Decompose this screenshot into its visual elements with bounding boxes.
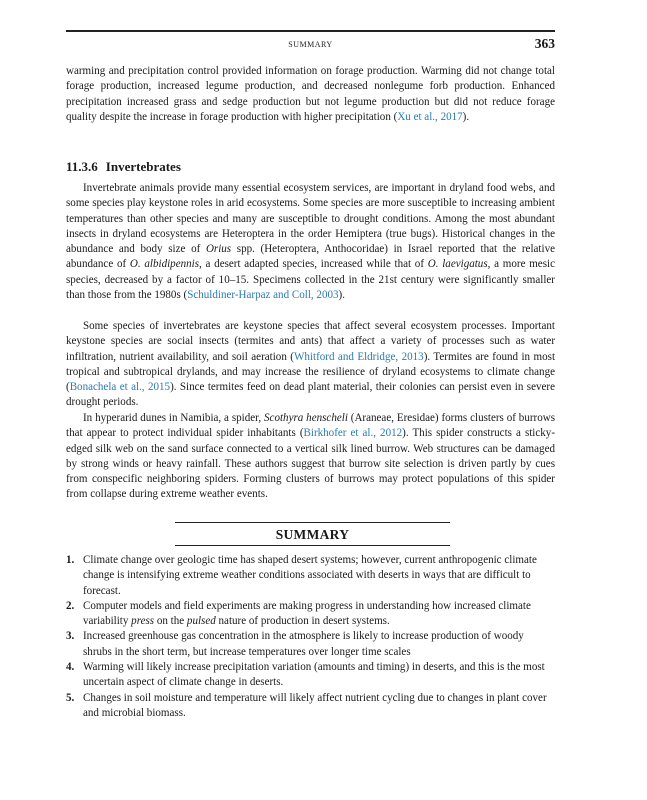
citation-link[interactable]: Bonachela et al., 2015 <box>69 381 171 394</box>
citation-link[interactable]: Birkhofer et al., 2012 <box>303 427 403 440</box>
italic-term: pulsed <box>186 615 216 628</box>
section-heading <box>66 159 181 175</box>
section-number: 11.3.6 <box>66 159 98 174</box>
text-run: ). Termites are found in most tropical and subtropical drylands, and may increase the resilience of dryland ecosystems to climate change ( <box>66 350 556 394</box>
paragraph-spider <box>66 411 555 503</box>
item-text: nature of production in desert systems. <box>215 615 390 628</box>
summary-item <box>66 660 555 691</box>
summary-list <box>66 553 555 721</box>
page-header <box>66 30 555 56</box>
text-run: spp. (Heteroptera, Anthocoridae) in Israel reported that the relative abundance of <box>66 243 555 271</box>
intro-tail: ). <box>462 110 470 123</box>
text-run: ). <box>338 289 345 302</box>
text-run: Some species of invertebrates are keystone species that affect several ecosystem processes. Important keystone species are social insects (termites and ants) that affect a variety of processes such as water infiltration, nutrient availability, and soil aeration ( <box>66 320 555 363</box>
italic-term: O. albidipennis <box>129 258 200 271</box>
text-run: , a desert adapted species, increased while that of <box>199 258 428 271</box>
italic-term: Orius <box>205 243 232 256</box>
summary-item <box>66 691 555 722</box>
summary-item <box>66 599 555 630</box>
running-title: SUMMARY <box>288 40 333 49</box>
summary-rule-bottom <box>175 545 450 546</box>
item-text: Climate change over geologic time has shaped desert systems; however, current anthropogenic climate change is intensifying extreme weather conditions associated with deserts in ways that are difficult to forecast. <box>83 554 537 597</box>
item-number: 3. <box>66 630 75 643</box>
citation-link[interactable]: Whitford and Eldridge, 2013 <box>293 350 424 363</box>
intro-paragraph <box>66 64 555 125</box>
text-run: ). Since termites feed on dead plant material, their colonies can persist even in severe drought periods. <box>66 381 555 409</box>
text-run: ). This spider constructs a sticky-edged silk web on the sand surface connected to a vertical silk lined burrow. Web structures can be damaged by strong winds or heavy rainfall. These authors suggest that burrow site selection is driven partly by cues from conspecific neighboring spiders. Forming clusters of burrows may protect populations of this spider from collapse during extreme weather events. <box>66 427 556 501</box>
item-text: Increased greenhouse gas concentration in the atmosphere is likely to increase production of woody shrubs in the short term, but increase temperatures over longer time scales <box>83 630 524 658</box>
page-number: 363 <box>534 36 555 51</box>
intro-text: warming and precipitation control provided information on forage production. Warming did not change total forage production, increased legume production, and decreased nonlegume forb production. Enhanced precipitation increased grass and sedge production but not legume production but did not reduce forage quality despite the increase in forage production with higher precipitation ( <box>66 65 555 123</box>
citation-link[interactable]: Schuldiner-Harpaz and Coll, 2003 <box>187 289 339 302</box>
item-text: on the <box>154 615 187 628</box>
item-number: 1. <box>66 554 75 566</box>
item-number: 4. <box>66 661 75 674</box>
summary-heading: SUMMARY <box>275 527 350 542</box>
item-text: Computer models and field experiments are making progress in understanding how increased climate variability <box>83 599 531 628</box>
item-text: Changes in soil moisture and temperature will likely affect nutrient cycling due to changes in plant cover and microbial biomass. <box>83 691 547 719</box>
citation-link[interactable]: Xu et al., 2017 <box>397 110 463 123</box>
italic-term: press <box>131 615 155 628</box>
paragraph-keystone <box>66 319 555 411</box>
item-number: 5. <box>66 691 75 704</box>
italic-term: Scothyra henscheli <box>264 412 348 424</box>
summary-rule-top <box>175 522 450 523</box>
text-run: Invertebrate animals provide many essential ecosystem services, are important in dryland food webs, and some species play keystone roles in arid ecosystems. Some species are more susceptible to increasing ambient temperatures than other species and many are susceptible to drought conditions. Among the most abundant insects in dryland ecosystems are Heteroptera in the order Hemiptera (true bugs). Historical changes in the abundance and body size of <box>66 182 555 256</box>
text-run: , a more mesic species, decreased by a factor of 10–15. Specimens collected in the 21st century were significantly smaller than those from the 1980s ( <box>66 258 555 302</box>
item-number: 2. <box>66 599 75 612</box>
italic-term: O. laevigatus <box>427 258 488 271</box>
text-run: (Araneae, Eresidae) forms clusters of burrows that appear to protect individual spider inhabitants ( <box>66 412 555 440</box>
section-title: Invertebrates <box>105 159 181 174</box>
item-text: Warming will likely increase precipitation variation (amounts and timing) in deserts, and this is the most uncertain aspect of climate change in deserts. <box>83 661 545 689</box>
text-run: In hyperarid dunes in Namibia, a spider, <box>83 412 265 424</box>
paragraph-invertebrates <box>66 181 555 303</box>
summary-item <box>66 553 555 599</box>
summary-item <box>66 629 555 660</box>
